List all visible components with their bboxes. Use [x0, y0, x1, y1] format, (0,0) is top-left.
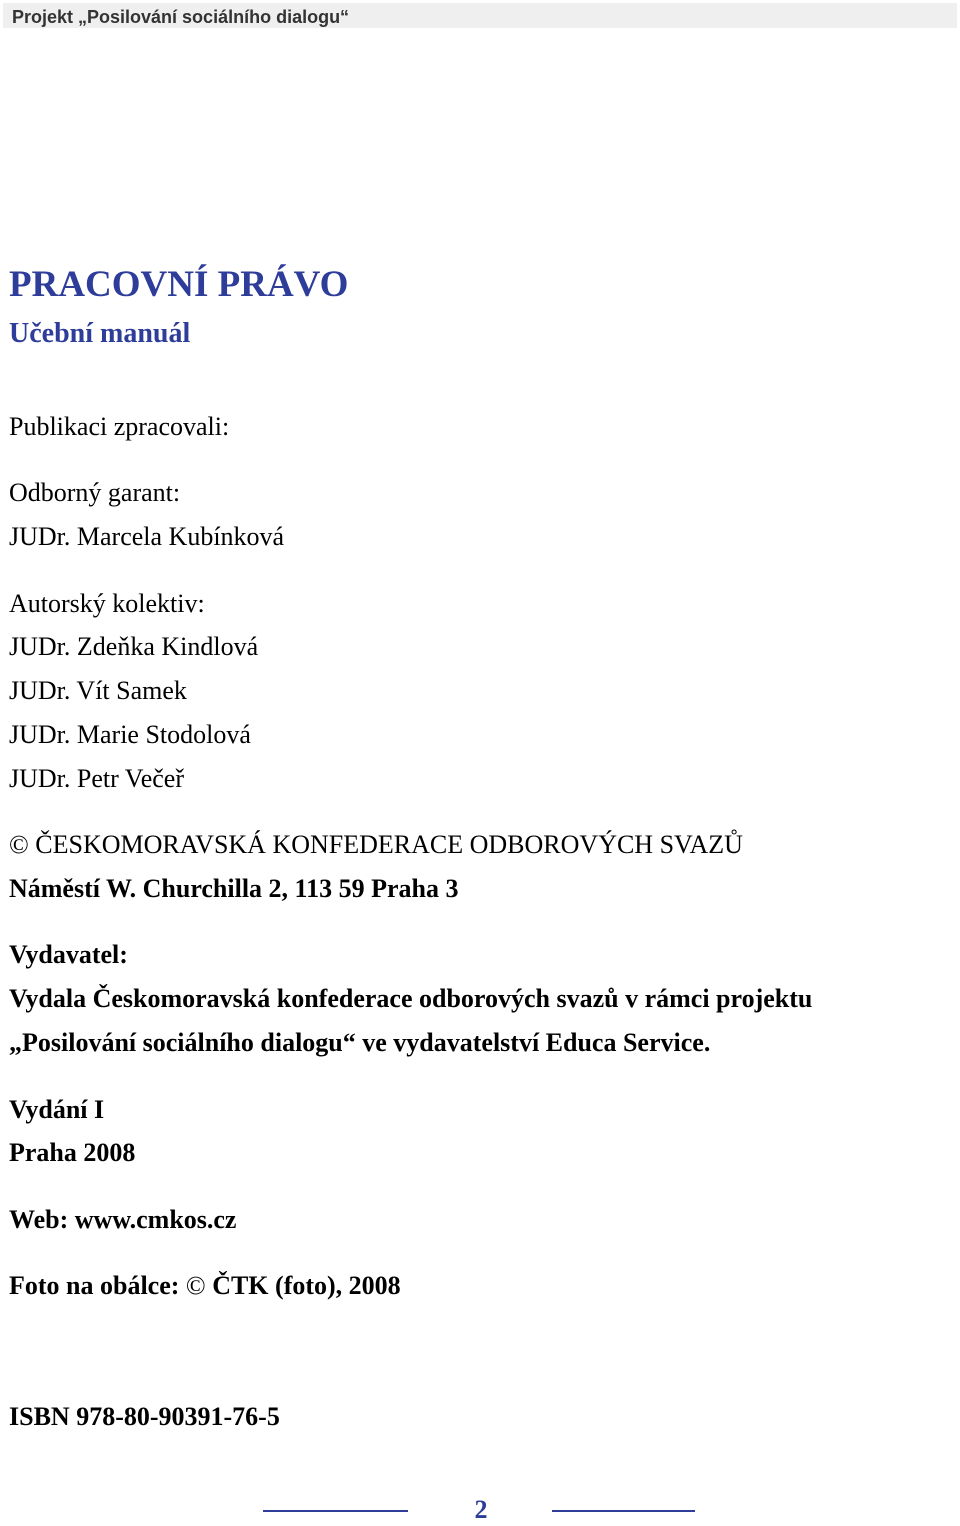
project-title: Projekt „Posilování sociálního dialogu“: [12, 7, 350, 27]
isbn: ISBN 978-80-90391-76-5: [9, 1402, 280, 1431]
authors-label: Autorský kolektiv:: [9, 589, 205, 618]
place-year: Praha 2008: [9, 1138, 136, 1167]
web-address: Web: www.cmkos.cz: [9, 1205, 237, 1234]
publisher-text-line1: Vydala Českomoravská konfederace odborových svazů v rámci projektu: [9, 984, 813, 1013]
guarantor-label: Odborný garant:: [9, 478, 181, 507]
footer-rule-right: [552, 1510, 695, 1512]
photo-label: Foto na obálce:: [9, 1271, 186, 1300]
footer-rule-left: [263, 1510, 408, 1512]
prepared-by-label: Publikaci zpracovali:: [9, 412, 230, 441]
document-title: PRACOVNÍ PRÁVO: [9, 264, 349, 305]
organization-address: Náměstí W. Churchilla 2, 113 59 Praha 3: [9, 874, 459, 903]
running-header: [3, 3, 957, 28]
author-item: JUDr. Vít Samek: [9, 676, 187, 705]
photo-credit: ČTK (foto), 2008: [205, 1271, 401, 1300]
guarantor-name: JUDr. Marcela Kubínková: [9, 522, 285, 551]
copyright-icon: ©: [185, 1271, 206, 1300]
publisher-label: Vydavatel:: [9, 940, 128, 969]
author-item: JUDr. Marie Stodolová: [9, 720, 251, 749]
organization-name: ČESKOMORAVSKÁ KONFEDERACE ODBOROVÝCH SVAZŮ: [35, 830, 743, 859]
publisher-text-line2: „Posilování sociálního dialogu“ ve vydavatelství Educa Service.: [9, 1028, 711, 1057]
copyright-icon: ©: [9, 830, 29, 859]
author-item: JUDr. Petr Večeř: [9, 764, 184, 793]
page-number: 2: [474, 1495, 488, 1524]
organization-line: [9, 832, 743, 858]
document-subtitle: Učební manuál: [9, 318, 191, 349]
edition: Vydání I: [9, 1095, 105, 1124]
author-item: JUDr. Zdeňka Kindlová: [9, 632, 259, 661]
cover-photo-credit: [9, 1273, 401, 1299]
